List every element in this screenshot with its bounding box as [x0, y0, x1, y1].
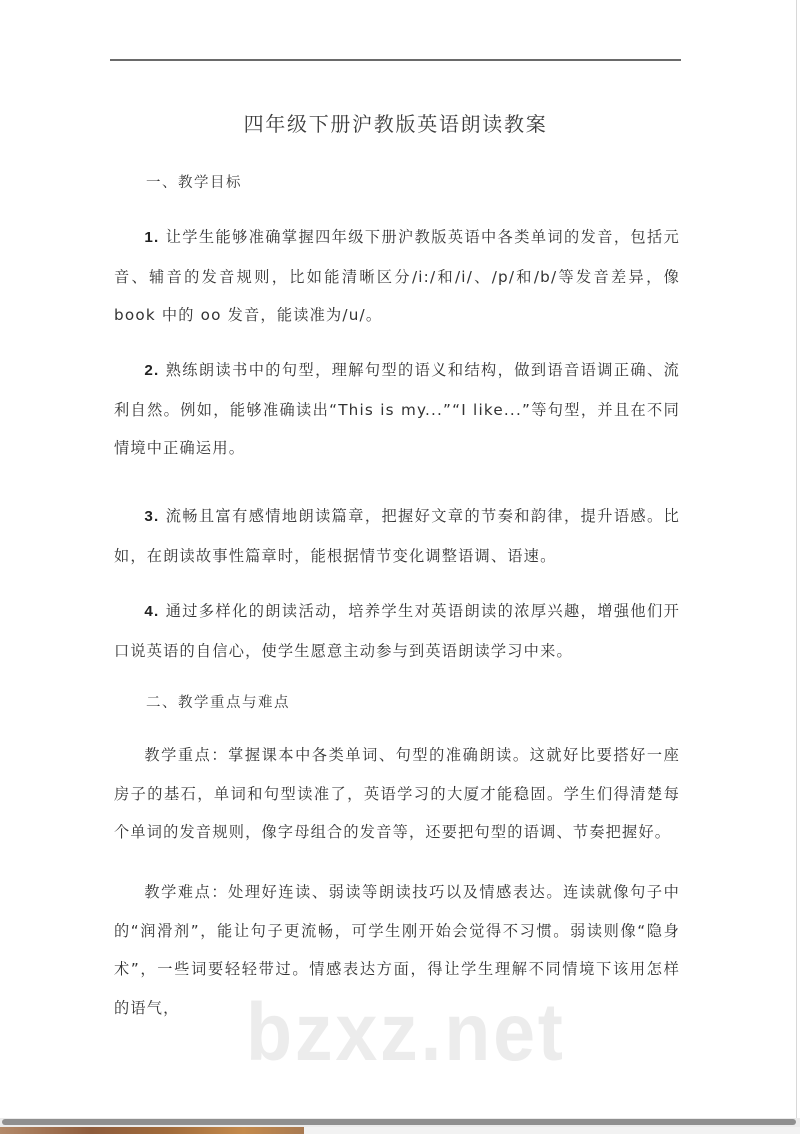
goal-paragraph-4: [114, 592, 680, 670]
goal-paragraph-3: [114, 497, 680, 575]
difficulty-paragraph: 教学难点：处理好连读、弱读等朗读技巧以及情感表达。连读就像句子中的“润滑剂”，能让句子更流畅，可学生刚开始会觉得不习惯。弱读则像“隐身术”，一些词要轻轻带过。情感表达方面，得让学生理解不同情境下该用怎样的语气，: [114, 883, 680, 1017]
paragraph-number: 1.: [144, 229, 160, 246]
paragraph-number: 2.: [144, 362, 160, 379]
header-rule: [110, 59, 681, 61]
paragraph-text: 通过多样化的朗读活动，培养学生对英语朗读的浓厚兴趣，增强他们开口说英语的自信心，使学生愿意主动参与到英语朗读学习中来。: [114, 602, 680, 660]
paragraph-number: 3.: [144, 508, 160, 525]
watermark: bzxz.net: [246, 987, 566, 1078]
cropped-bottom-strip: [0, 1127, 800, 1134]
paragraph-text: 熟练朗读书中的句型，理解句型的语义和结构，做到语音语调正确、流利自然。例如，能够准确读出“This is my...”“I like...”等句型，并且在不同情境中正确运用。: [114, 361, 680, 458]
section-heading-key-points: 二、教学重点与难点: [146, 695, 290, 711]
cropped-image-fragment: [0, 1127, 304, 1134]
document-title: 四年级下册沪教版英语朗读教案: [243, 112, 548, 137]
goal-paragraph-1: [114, 218, 680, 335]
key-point-paragraph: 教学重点：掌握课本中各类单词、句型的准确朗读。这就好比要搭好一座房子的基石，单词和句型读准了，英语学习的大厦才能稳固。学生们得清楚每个单词的发音规则，像字母组合的发音等，还要把句型的语调、节奏把握好。: [114, 746, 680, 842]
scrollbar-thumb[interactable]: [2, 1119, 796, 1125]
paragraph-number: 4.: [144, 603, 160, 620]
goal-paragraph-2: [114, 351, 680, 468]
section-heading-teaching-goals: 一、教学目标: [146, 175, 242, 191]
horizontal-scrollbar[interactable]: [0, 1118, 800, 1127]
paragraph-text: 流畅且富有感情地朗读篇章，把握好文章的节奏和韵律，提升语感。比如，在朗读故事性篇章时，能根据情节变化调整语调、语速。: [114, 507, 680, 565]
paragraph-text: 让学生能够准确掌握四年级下册沪教版英语中各类单词的发音，包括元音、辅音的发音规则，比如能清晰区分/i:/和/i/、/p/和/b/等发音差异，像 book 中的 oo 发音，能读准为/u/。: [114, 228, 680, 325]
